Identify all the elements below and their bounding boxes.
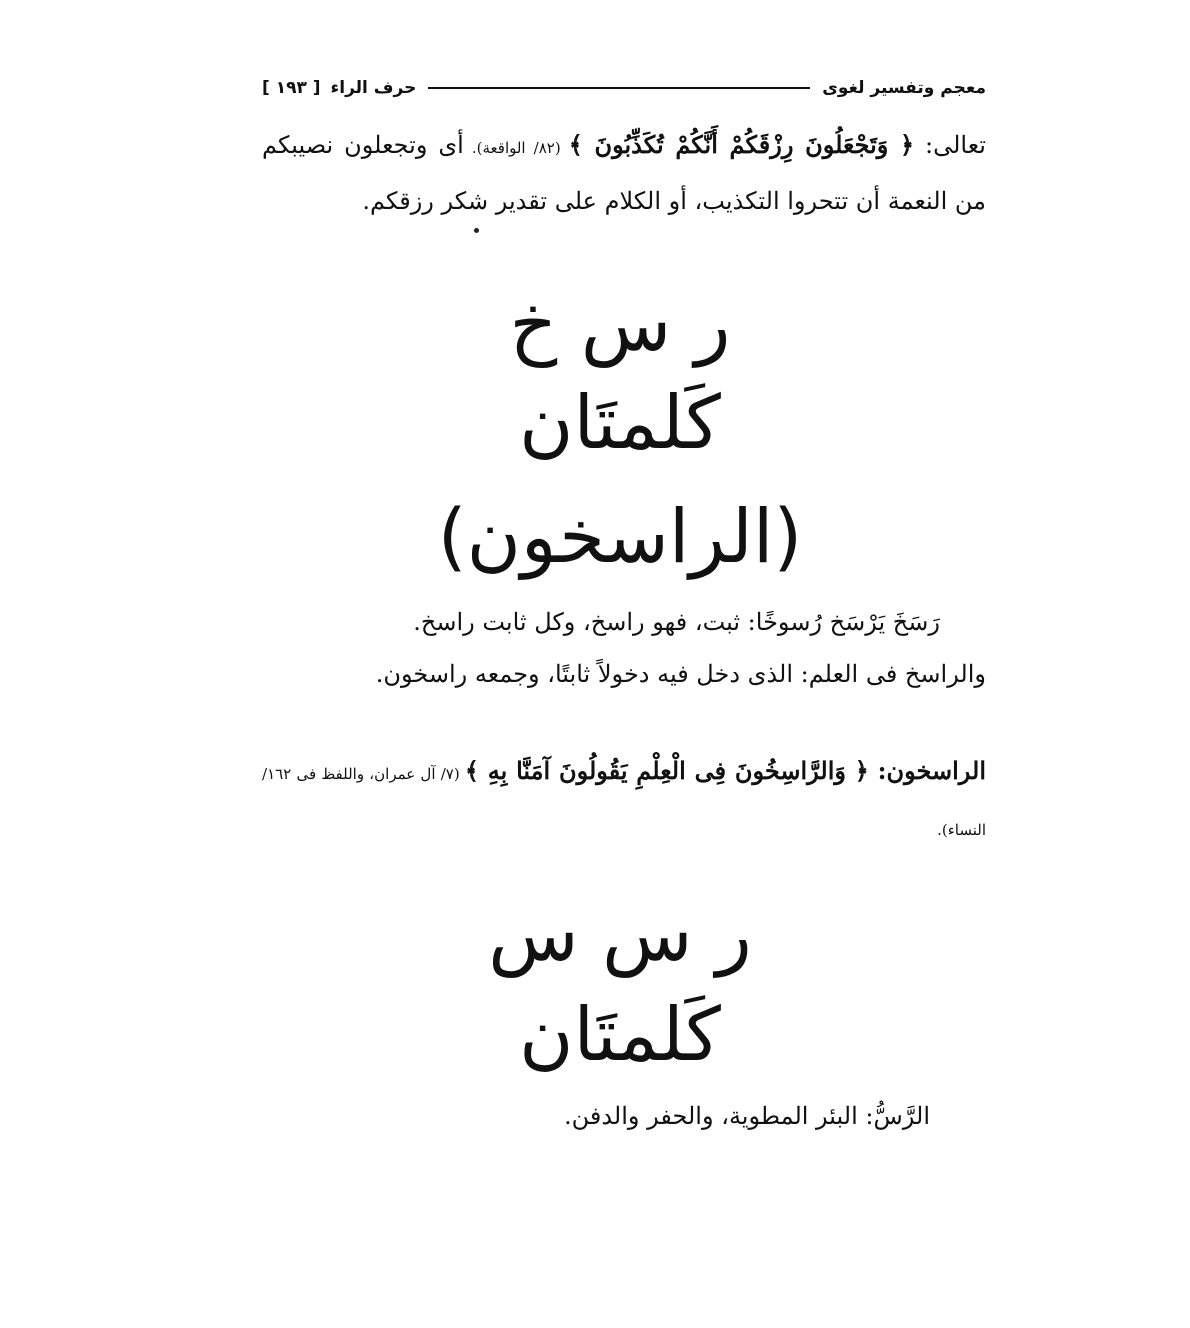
definition-paragraph: رَسَخَ يَرْسَخ رُسوخًا: ثبت، فهو راسخ، وكل ثابت راسخ. <box>413 608 940 636</box>
quran-verse: ﴿ وَتَجْعَلُونَ رِزْقَكُمْ أَنَّكُمْ تُكَذِّبُونَ ﴾ <box>568 130 915 159</box>
intro-lead: تعالى: <box>914 131 986 159</box>
ink-dot <box>474 228 479 233</box>
page-number: [ ١٩٣ ] <box>262 78 321 98</box>
header-rule <box>428 87 810 89</box>
intro-text: أى وتجعلون نصيبكم من النعمة أن تتحروا التكذيب، أو الكلام على تقدير شكر رزقكم. <box>262 131 986 215</box>
definition-paragraph: والراسخ فى العلم: الذى دخل فيه دخولاً ثابتًا، وجمعه راسخون. <box>375 660 986 688</box>
verse-reference: (٨٢/ الواقعة). <box>463 139 569 157</box>
word-count-heading: كَلمتَان <box>519 992 721 1078</box>
word-heading: (الراسخون) <box>437 494 803 580</box>
word-count-heading: كَلمتَان <box>519 380 721 466</box>
quote-paragraph <box>262 744 986 857</box>
section-title: حرف الراء <box>330 78 417 98</box>
root-heading: ر س س <box>488 892 752 978</box>
running-header <box>262 74 986 102</box>
term-label: الراسخون: <box>868 756 986 785</box>
root-heading: ر س خ <box>509 282 731 368</box>
intro-paragraph <box>262 118 986 228</box>
definition-paragraph: الرَّسُّ: البئر المطوية، والحفر والدفن. <box>563 1102 930 1130</box>
verse-reference: (٧/ آل عمران، واللفظ فى ١٦٢/ النساء). <box>262 765 986 839</box>
quran-verse: ﴿ وَالرَّاسِخُونَ فِى الْعِلْمِ يَقُولُونَ آمَنَّا بِهِ ﴾ <box>464 756 869 785</box>
book-title: معجم وتفسير لغوى <box>822 78 986 98</box>
